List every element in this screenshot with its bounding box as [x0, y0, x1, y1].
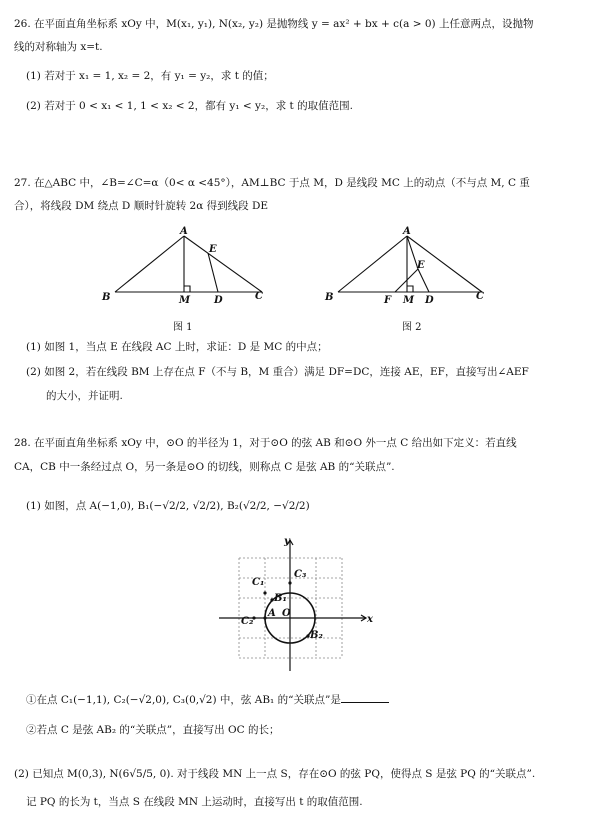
- fig-label-b2: B₂: [310, 630, 323, 641]
- fig1-label-c: C: [255, 291, 263, 302]
- q26-part2: (2) 若对于 0 < x₁ < 1, 1 < x₂ < 2，都有 y₁ < y₂，求 t 的取值范围.: [26, 100, 353, 112]
- q27-stem-line1: 27. 在△ABC 中，∠B=∠C=α（0< α <45°），AM⊥BC 于点 M，D 是线段 MC 上的动点（不与点 M, C 重: [14, 177, 530, 189]
- fig2-caption: 图 2: [402, 322, 422, 333]
- q27-figure-2: [318, 222, 508, 307]
- fig2-label-m: M: [403, 295, 415, 306]
- fig1-label-d: D: [214, 295, 223, 306]
- fig2-label-e: E: [417, 260, 425, 271]
- fig-label-b1: B₁: [274, 593, 287, 604]
- q28-part2-line2: 记 PQ 的长为 t，当点 S 在线段 MN 上运动时，直接写出 t 的取值范围.: [26, 796, 363, 808]
- fig1-caption: 图 1: [173, 322, 193, 333]
- q27-figure-1: [95, 222, 285, 307]
- q26-stem-line1: 26. 在平面直角坐标系 xOy 中，M(x₁, y₁), N(x₂, y₂) 是抛物线 y = ax² + bx + c(a > 0) 上任意两点，设抛物: [14, 18, 534, 30]
- q27-part2-line2: 的大小，并证明.: [46, 390, 123, 402]
- q28-stem-line2: CA，CB 中一条经过点 O，另一条是⊙O 的切线，则称点 C 是弦 AB 的“关联点”.: [14, 461, 395, 473]
- fig-label-x: x: [367, 614, 373, 625]
- q28-coordinate-figure: [214, 535, 379, 675]
- fig2-label-a: A: [403, 226, 411, 237]
- fig1-side-ab: [115, 236, 184, 292]
- fig1-right-angle-mark: [184, 286, 190, 292]
- fig2-label-c: C: [476, 291, 484, 302]
- fig-label-c3: C₃: [294, 569, 307, 580]
- fig-label-c1: C₁: [252, 577, 265, 588]
- fig1-side-ac: [184, 236, 262, 292]
- fig-label-c2: C₂: [241, 616, 254, 627]
- q28-stem-line1: 28. 在平面直角坐标系 xOy 中，⊙O 的半径为 1，对于⊙O 的弦 AB 和⊙O 外一点 C 给出如下定义：若直线: [14, 437, 517, 449]
- fig2-label-f: F: [384, 295, 392, 306]
- fig-label-y: y: [284, 536, 290, 547]
- q28-sub2: ②若点 C 是弦 AB₂ 的“关联点”，直接写出 OC 的长；: [26, 724, 280, 736]
- fig2-segment-de: [418, 269, 429, 292]
- fig1-label-b: B: [102, 292, 111, 303]
- q28-part1: (1) 如图，点 A(−1,0), B₁(−√2/2, √2/2), B₂(√2/2, −√2/2): [26, 500, 310, 512]
- q27-stem-line2: 合），将线段 DM 绕点 D 顺时针旋转 2α 得到线段 DE: [14, 200, 269, 212]
- fig2-side-ab: [338, 236, 407, 292]
- fig1-label-a: A: [180, 226, 188, 237]
- q28-sub1: [26, 693, 389, 706]
- fig-point-a: [263, 616, 266, 619]
- fig2-label-b: B: [325, 292, 334, 303]
- fig-label-a: A: [268, 608, 276, 619]
- q27-part2-line1: (2) 如图 2，若在线段 BM 上存在点 F（不与 B，M 重合）满足 DF=DC，连接 AE，EF，直接写出∠AEF: [26, 366, 529, 378]
- fig2-label-d: D: [425, 295, 434, 306]
- fig1-label-m: M: [179, 295, 191, 306]
- fig-label-o: O: [282, 608, 291, 619]
- q26-stem-line2: 线的对称轴为 x=t.: [14, 41, 103, 53]
- fig-point-c1: [263, 591, 266, 594]
- q27-part1: (1) 如图 1，当点 E 在线段 AC 上时，求证：D 是 MC 的中点；: [26, 341, 328, 353]
- fig1-label-e: E: [209, 244, 217, 255]
- fig2-right-angle-mark: [407, 286, 413, 292]
- q26-part1: (1) 若对于 x₁ = 1, x₂ = 2，有 y₁ = y₂，求 t 的值；: [26, 70, 274, 82]
- q28-part2-line1: (2) 已知点 M(0,3), N(6√5/5, 0). 对于线段 MN 上一点 S，存在⊙O 的弦 PQ，使得点 S 是弦 PQ 的“关联点”.: [14, 768, 536, 780]
- answer-blank[interactable]: [341, 693, 389, 703]
- fig-point-c3: [288, 581, 291, 584]
- q28-sub1-text: ①在点 C₁(−1,1), C₂(−√2,0), C₃(0,√2) 中，弦 AB₁ 的“关联点”是: [26, 694, 341, 706]
